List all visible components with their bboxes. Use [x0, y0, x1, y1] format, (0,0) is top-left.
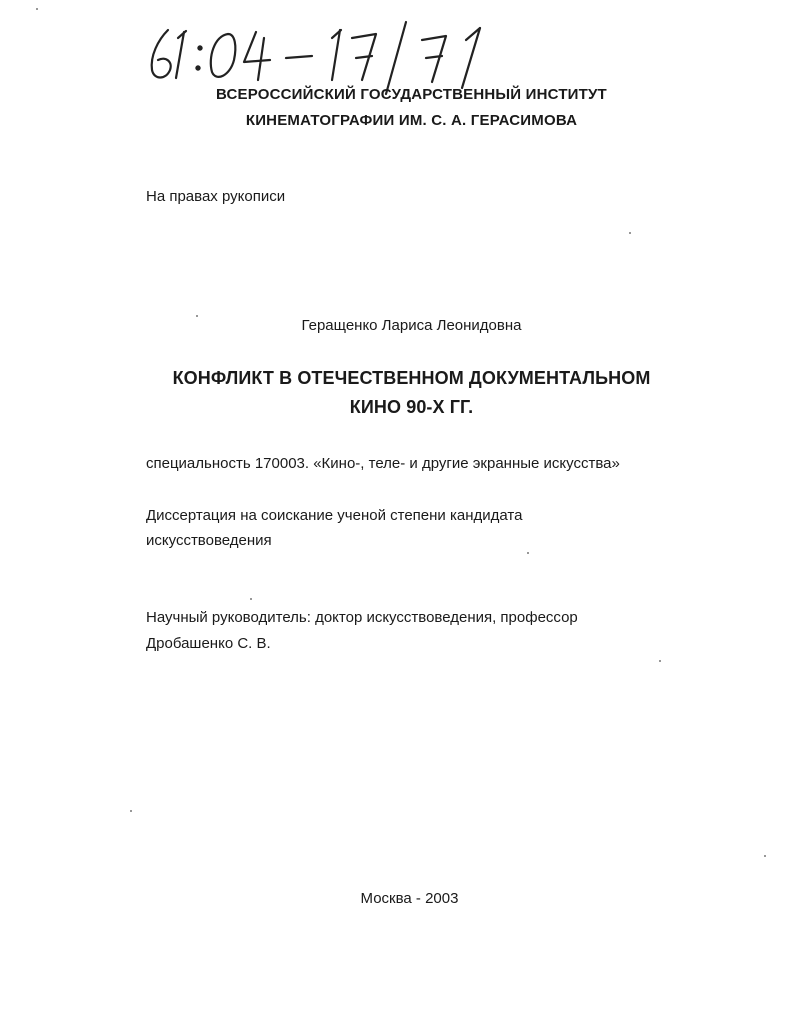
- dissertation-title-line1: КОНФЛИКТ В ОТЕЧЕСТВЕННОМ ДОКУМЕНТАЛЬНОМ: [172, 368, 651, 388]
- city-year: Москва - 2003: [360, 890, 459, 907]
- scan-speck: [764, 855, 766, 857]
- dissertation-degree-line1: Диссертация на соискание ученой степени кандидата: [146, 507, 523, 524]
- dissertation-title-line2: КИНО 90-Х ГГ.: [349, 397, 474, 417]
- specialty-line: специальность 170003. «Кино-, теле- и другие экранные искусства»: [146, 455, 620, 472]
- scan-speck: [36, 8, 38, 10]
- scan-speck: [629, 232, 631, 234]
- dissertation-degree-line2: искусствоведения: [146, 532, 272, 549]
- institution-name-line2: КИНЕМАТОГРАФИИ ИМ. С. А. ГЕРАСИМОВА: [245, 112, 578, 129]
- advisor-line1: Научный руководитель: доктор искусствоведения, профессор: [146, 609, 578, 626]
- scan-speck: [130, 810, 132, 812]
- author-name: Геращенко Лариса Леонидовна: [301, 317, 522, 334]
- scan-speck: [659, 660, 661, 662]
- advisor-line2: Дробашенко С. В.: [146, 635, 271, 652]
- institution-name-line1: ВСЕРОССИЙСКИЙ ГОСУДАРСТВЕННЫЙ ИНСТИТУТ: [216, 86, 607, 103]
- scan-speck: [196, 315, 198, 317]
- scan-speck: [250, 598, 252, 600]
- scan-speck: [527, 552, 529, 554]
- manuscript-note: На правах рукописи: [146, 188, 286, 205]
